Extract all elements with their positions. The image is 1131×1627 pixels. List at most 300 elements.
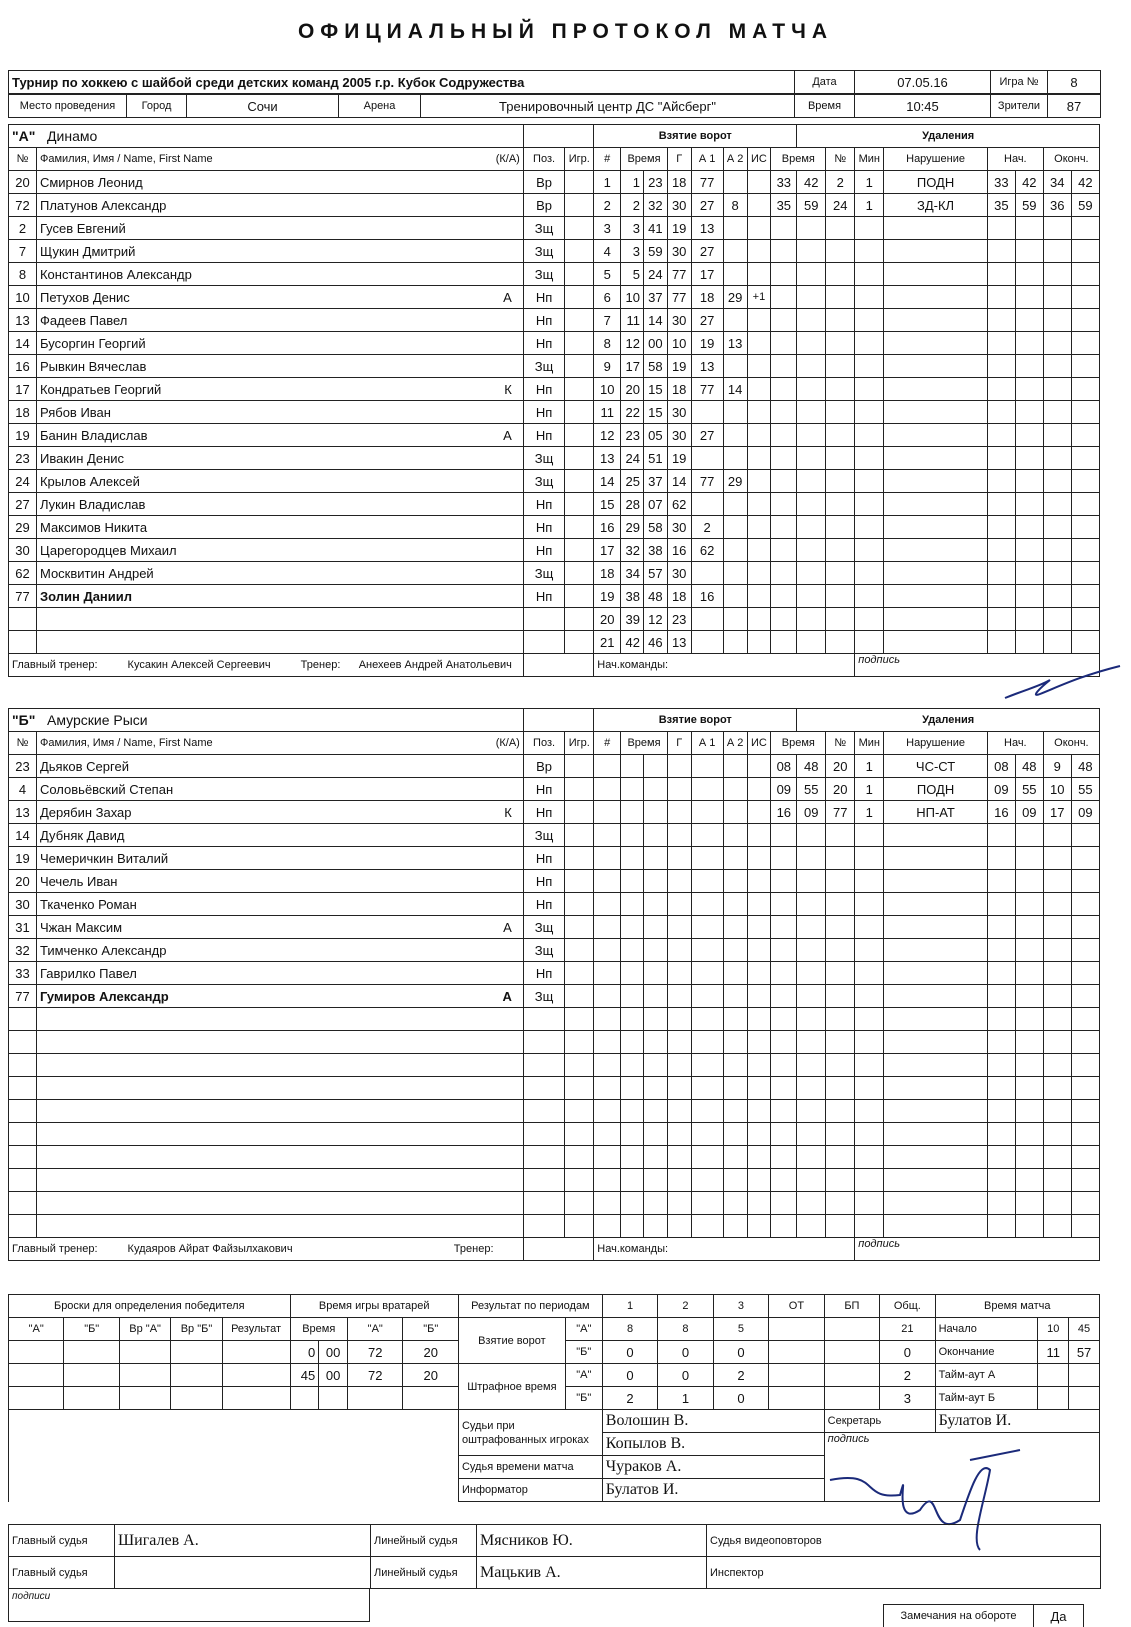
player-name: Дьяков Сергей: [36, 755, 523, 778]
player-position: Нп: [523, 401, 564, 424]
assist-2: [723, 916, 747, 939]
goal-minute: 5: [621, 263, 644, 286]
goal-second: 15: [643, 378, 667, 401]
goal-number: [594, 939, 621, 962]
player-row: [9, 1031, 1100, 1054]
penalty-violation: НП-АТ: [884, 801, 988, 824]
penalty-end-min: [1043, 447, 1071, 470]
penalty-start-min: [987, 539, 1015, 562]
goal-scorer: 19: [667, 447, 691, 470]
penalty-player: [826, 516, 855, 539]
penalty-minute: [771, 263, 797, 286]
goal-minute: [621, 847, 644, 870]
player-number: 27: [9, 493, 37, 516]
penalty-end-sec: [1071, 1169, 1099, 1192]
penalty-minute: [771, 824, 797, 847]
penalty-minute: [771, 1100, 797, 1123]
penalty-start-sec: [1015, 1077, 1043, 1100]
goal-situation: [747, 893, 771, 916]
penalty-minute: [771, 608, 797, 631]
player-row: [9, 985, 1100, 1008]
goal-number: 10: [594, 378, 621, 401]
penalty-player: 20: [826, 778, 855, 801]
penalty-start-sec: [1015, 985, 1043, 1008]
penalty-violation: ПОДН: [884, 778, 988, 801]
goal-situation: [747, 332, 771, 355]
penalty-minutes: [855, 263, 884, 286]
player-position: [523, 1100, 564, 1123]
penalty-player: [826, 1008, 855, 1031]
assist-2: 29: [723, 286, 747, 309]
penalty-start-min: [987, 1123, 1015, 1146]
assist-1: [691, 847, 723, 870]
head-coach: Кудаяров Айрат Файзылхакович: [127, 1243, 293, 1255]
player-row: [9, 847, 1100, 870]
player-position: Нп: [523, 870, 564, 893]
penalty-second: [797, 870, 826, 893]
penalty-violation: [884, 286, 988, 309]
penalty-player: [826, 1169, 855, 1192]
penalty-end-min: [1043, 893, 1071, 916]
goal-situation: [747, 916, 771, 939]
date-label: Дата: [795, 71, 855, 94]
assist-1: 62: [691, 539, 723, 562]
player-number: 62: [9, 562, 37, 585]
player-name: [36, 608, 523, 631]
assist-1: 13: [691, 217, 723, 240]
penalty-start-min: [987, 470, 1015, 493]
goal-scorer: 30: [667, 240, 691, 263]
goal-number: 4: [594, 240, 621, 263]
tournament-name: Турнир по хоккею с шайбой среди детских команд 2005 г.р. Кубок Содружества: [9, 71, 795, 94]
player-name: Рывкин Вячеслав: [36, 355, 523, 378]
goal-scorer: 16: [667, 539, 691, 562]
player-row: [9, 631, 1100, 654]
penalty-start-min: [987, 939, 1015, 962]
penalty-minute: [771, 847, 797, 870]
goal-number: 19: [594, 585, 621, 608]
penalty-player: [826, 916, 855, 939]
penalty-end-min: [1043, 286, 1071, 309]
penalty-second: [797, 1169, 826, 1192]
penalty-violation: [884, 824, 988, 847]
assist-2: [723, 631, 747, 654]
penalty-start-min: [987, 562, 1015, 585]
team-title: "Б" Амурские Рыси: [9, 709, 524, 732]
player-position: Зщ: [523, 562, 564, 585]
penalty-end-min: [1043, 470, 1071, 493]
penalty-end-sec: [1071, 355, 1099, 378]
assist-1: [691, 608, 723, 631]
penalty-end-sec: [1071, 286, 1099, 309]
goal-scorer: [667, 985, 691, 1008]
penalty-second: [797, 824, 826, 847]
player-row: [9, 1146, 1100, 1169]
penalty-player: [826, 1192, 855, 1215]
player-row: [9, 1054, 1100, 1077]
shootout-title: Броски для определения победителя: [9, 1295, 291, 1318]
player-number: [9, 1100, 37, 1123]
video-referee-label: Судья видеоповторов: [707, 1525, 1101, 1557]
goal-scorer: 23: [667, 608, 691, 631]
goal-scorer: 13: [667, 631, 691, 654]
penalty-start-min: 16: [987, 801, 1015, 824]
player-number: 33: [9, 962, 37, 985]
penalty-player: [826, 332, 855, 355]
goal-situation: [747, 870, 771, 893]
penalty-minute: 09: [771, 778, 797, 801]
goal-number: [594, 1008, 621, 1031]
penalty-end-sec: [1071, 847, 1099, 870]
assist-1: 27: [691, 240, 723, 263]
assist-2: [723, 985, 747, 1008]
main-referee-2: [115, 1557, 371, 1589]
assist-1: [691, 1192, 723, 1215]
goal-number: 5: [594, 263, 621, 286]
goal-minute: 39: [621, 608, 644, 631]
assist-1: [691, 824, 723, 847]
goal-number: 13: [594, 447, 621, 470]
penalty-player: [826, 217, 855, 240]
goal-minute: [621, 755, 644, 778]
penalty-minutes: [855, 1169, 884, 1192]
player-number: [9, 1031, 37, 1054]
goal-scorer: [667, 847, 691, 870]
penalty-start-min: [987, 516, 1015, 539]
penalty-second: [797, 631, 826, 654]
goal-situation: [747, 470, 771, 493]
goal-second: [643, 985, 667, 1008]
player-name: Дубняк Давид: [36, 824, 523, 847]
assist-2: [723, 240, 747, 263]
assist-2: [723, 401, 747, 424]
goal-situation: [747, 240, 771, 263]
penalty-second: [797, 585, 826, 608]
assist-2: 29: [723, 470, 747, 493]
goal-number: [594, 1100, 621, 1123]
penalty-end-min: [1043, 217, 1071, 240]
penalty-player: 20: [826, 755, 855, 778]
goal-scorer: 62: [667, 493, 691, 516]
player-number: [9, 1215, 37, 1238]
goal-situation: [747, 562, 771, 585]
city: Сочи: [187, 95, 339, 118]
goal-scorer: 30: [667, 516, 691, 539]
penalty-minutes: [855, 562, 884, 585]
inspector-label: Инспектор: [707, 1557, 1101, 1589]
player-row: [9, 539, 1100, 562]
penalty-end-min: [1043, 870, 1071, 893]
player-row: [9, 1192, 1100, 1215]
assist-2: [723, 447, 747, 470]
penalty-minutes: [855, 355, 884, 378]
goal-number: 14: [594, 470, 621, 493]
penalty-end-min: 9: [1043, 755, 1071, 778]
penalty-second: [797, 332, 826, 355]
penalty-second: [797, 1146, 826, 1169]
penalty-end-sec: [1071, 516, 1099, 539]
penalty-player: [826, 985, 855, 1008]
penalty-player: [826, 401, 855, 424]
assist-1: [691, 1123, 723, 1146]
penalty-minute: [771, 585, 797, 608]
referee-signatures-box: [8, 1588, 370, 1622]
penalty-minutes: [855, 516, 884, 539]
player-row: [9, 870, 1100, 893]
player-position: Зщ: [523, 263, 564, 286]
goal-scorer: 14: [667, 470, 691, 493]
goal-minute: [621, 824, 644, 847]
assist-1: 27: [691, 194, 723, 217]
penalty-second: [797, 401, 826, 424]
penalty-start-min: [987, 378, 1015, 401]
penalty-minutes: 1: [855, 755, 884, 778]
penalty-player: [826, 608, 855, 631]
goal-minute: [621, 962, 644, 985]
remarks-value: Да: [1034, 1605, 1084, 1627]
penalty-minutes: [855, 585, 884, 608]
player-name: [36, 1215, 523, 1238]
penalty-player: [826, 240, 855, 263]
goal-second: 41: [643, 217, 667, 240]
penalty-minutes: [855, 962, 884, 985]
player-number: 20: [9, 171, 37, 194]
player-name: [36, 1077, 523, 1100]
assist-2: [723, 962, 747, 985]
periods-title: Результат по периодам: [458, 1295, 602, 1318]
penalty-start-min: [987, 1054, 1015, 1077]
penalty-second: [797, 539, 826, 562]
goal-situation: [747, 1054, 771, 1077]
penalty-start-min: [987, 1031, 1015, 1054]
player-row: [9, 309, 1100, 332]
penalty-start-min: [987, 355, 1015, 378]
penalty-minutes: [855, 1192, 884, 1215]
penalty-end-min: [1043, 309, 1071, 332]
assist-2: [723, 1146, 747, 1169]
penalty-minute: [771, 332, 797, 355]
penalty-end-min: [1043, 608, 1071, 631]
goal-second: 37: [643, 286, 667, 309]
player-position: [523, 1215, 564, 1238]
player-name: Тимченко Александр: [36, 939, 523, 962]
penalty-violation: ЗД-КЛ: [884, 194, 988, 217]
player-row: [9, 939, 1100, 962]
penalty-start-min: [987, 893, 1015, 916]
assist-1: [691, 493, 723, 516]
penalty-second: 59: [797, 194, 826, 217]
goal-second: 07: [643, 493, 667, 516]
goal-situation: [747, 378, 771, 401]
gk-title: Время игры вратарей: [290, 1295, 458, 1318]
player-number: 77: [9, 985, 37, 1008]
goal-situation: [747, 585, 771, 608]
penalty-end-sec: [1071, 263, 1099, 286]
goal-situation: [747, 1169, 771, 1192]
assist-1: [691, 962, 723, 985]
goal-minute: [621, 1008, 644, 1031]
player-row: [9, 286, 1100, 309]
player-row: [9, 401, 1100, 424]
penalty-player: [826, 893, 855, 916]
penalty-start-sec: [1015, 309, 1043, 332]
main-referee-label: Главный судья: [9, 1525, 115, 1557]
assist-1: 19: [691, 332, 723, 355]
player-row: [9, 755, 1100, 778]
penalty-minute: [771, 1008, 797, 1031]
penalty-violation: [884, 378, 988, 401]
spectators: 87: [1048, 95, 1101, 118]
goal-situation: [747, 263, 771, 286]
goal-minute: [621, 1031, 644, 1054]
goal-scorer: [667, 1031, 691, 1054]
assist-1: [691, 1031, 723, 1054]
player-position: [523, 608, 564, 631]
player-position: [523, 1146, 564, 1169]
penalty-violation: [884, 1123, 988, 1146]
assist-1: [691, 631, 723, 654]
player-name: Гусев Евгений: [36, 217, 523, 240]
penalty-start-sec: [1015, 608, 1043, 631]
player-position: Зщ: [523, 824, 564, 847]
goal-scorer: [667, 1008, 691, 1031]
goal-number: [594, 1054, 621, 1077]
goal-scorer: [667, 893, 691, 916]
player-name: Кондратьев Георгий К: [36, 378, 523, 401]
goal-situation: [747, 401, 771, 424]
player-position: [523, 1077, 564, 1100]
penalty-second: 55: [797, 778, 826, 801]
goal-scorer: [667, 870, 691, 893]
penalty-violation: ЧС-СТ: [884, 755, 988, 778]
goal-second: 32: [643, 194, 667, 217]
penalty-second: [797, 1192, 826, 1215]
goal-number: [594, 847, 621, 870]
penalty-minute: [771, 1054, 797, 1077]
match-time: 10:45: [855, 95, 991, 118]
penalty-second: [797, 1123, 826, 1146]
penalty-end-sec: [1071, 1215, 1099, 1238]
player-position: Вр: [523, 194, 564, 217]
assist-1: [691, 916, 723, 939]
player-number: 31: [9, 916, 37, 939]
goal-minute: 17: [621, 355, 644, 378]
goal-scorer: [667, 1146, 691, 1169]
penalty-violation: [884, 1054, 988, 1077]
arena-label: Арена: [339, 95, 421, 118]
assist-1: [691, 893, 723, 916]
penalty-end-sec: 09: [1071, 801, 1099, 824]
player-name: [36, 1031, 523, 1054]
goal-second: [643, 1146, 667, 1169]
penalty-second: 09: [797, 801, 826, 824]
penalty-second: [797, 424, 826, 447]
player-row: [9, 194, 1100, 217]
referees-table: [8, 1524, 1101, 1589]
goal-situation: [747, 217, 771, 240]
penalty-second: [797, 240, 826, 263]
goal-scorer: [667, 1054, 691, 1077]
player-name: Ткаченко Роман: [36, 893, 523, 916]
goal-scorer: [667, 1077, 691, 1100]
assist-2: [723, 1077, 747, 1100]
player-name: Рябов Иван: [36, 401, 523, 424]
penalty-minutes: [855, 939, 884, 962]
player-name: Петухов Денис А: [36, 286, 523, 309]
penalty-violation: [884, 608, 988, 631]
penalty-minutes: [855, 332, 884, 355]
penalty-player: 77: [826, 801, 855, 824]
penalty-player: [826, 847, 855, 870]
goal-number: [594, 1123, 621, 1146]
penalty-minute: [771, 355, 797, 378]
player-position: Зщ: [523, 447, 564, 470]
goal-situation: [747, 824, 771, 847]
penalty-start-min: [987, 1215, 1015, 1238]
penalty-start-min: [987, 847, 1015, 870]
penalty-minutes: [855, 1146, 884, 1169]
player-number: 18: [9, 401, 37, 424]
player-name: Щукин Дмитрий: [36, 240, 523, 263]
player-position: Нп: [523, 962, 564, 985]
goal-situation: [747, 424, 771, 447]
penalty-violation: ПОДН: [884, 171, 988, 194]
goal-minute: [621, 985, 644, 1008]
penalty-second: [797, 263, 826, 286]
penalty-start-min: [987, 240, 1015, 263]
penalty-player: [826, 939, 855, 962]
assist-2: 13: [723, 332, 747, 355]
penalty-minutes: 1: [855, 171, 884, 194]
goal-minute: 34: [621, 562, 644, 585]
signature-a-mark: [1000, 658, 1125, 708]
penalty-start-sec: [1015, 1054, 1043, 1077]
penalty-player: [826, 1100, 855, 1123]
game-number: 8: [1048, 71, 1101, 94]
goal-second: [643, 962, 667, 985]
assist-1: 13: [691, 355, 723, 378]
goal-minute: 12: [621, 332, 644, 355]
goal-number: [594, 916, 621, 939]
player-position: Нп: [523, 893, 564, 916]
goal-situation: [747, 631, 771, 654]
penalty-end-min: [1043, 493, 1071, 516]
assist-2: [723, 493, 747, 516]
penalty-minutes: [855, 401, 884, 424]
penalty-start-min: [987, 493, 1015, 516]
assist-2: 14: [723, 378, 747, 401]
penalty-violation: [884, 217, 988, 240]
player-number: 32: [9, 939, 37, 962]
goal-situation: +1: [747, 286, 771, 309]
player-name: Чжан Максим А: [36, 916, 523, 939]
penalty-player: [826, 824, 855, 847]
assist-2: [723, 217, 747, 240]
goal-number: 9: [594, 355, 621, 378]
penalty-minute: [771, 516, 797, 539]
penalty-start-min: [987, 286, 1015, 309]
assist-2: [723, 608, 747, 631]
penalty-minute: [771, 962, 797, 985]
penalty-end-sec: [1071, 1123, 1099, 1146]
player-name: Смирнов Леонид: [36, 171, 523, 194]
assist-2: 8: [723, 194, 747, 217]
penalty-minutes: [855, 916, 884, 939]
penalty-start-sec: [1015, 939, 1043, 962]
penalty-start-sec: [1015, 893, 1043, 916]
penalty-end-min: [1043, 263, 1071, 286]
penalty-start-min: [987, 608, 1015, 631]
